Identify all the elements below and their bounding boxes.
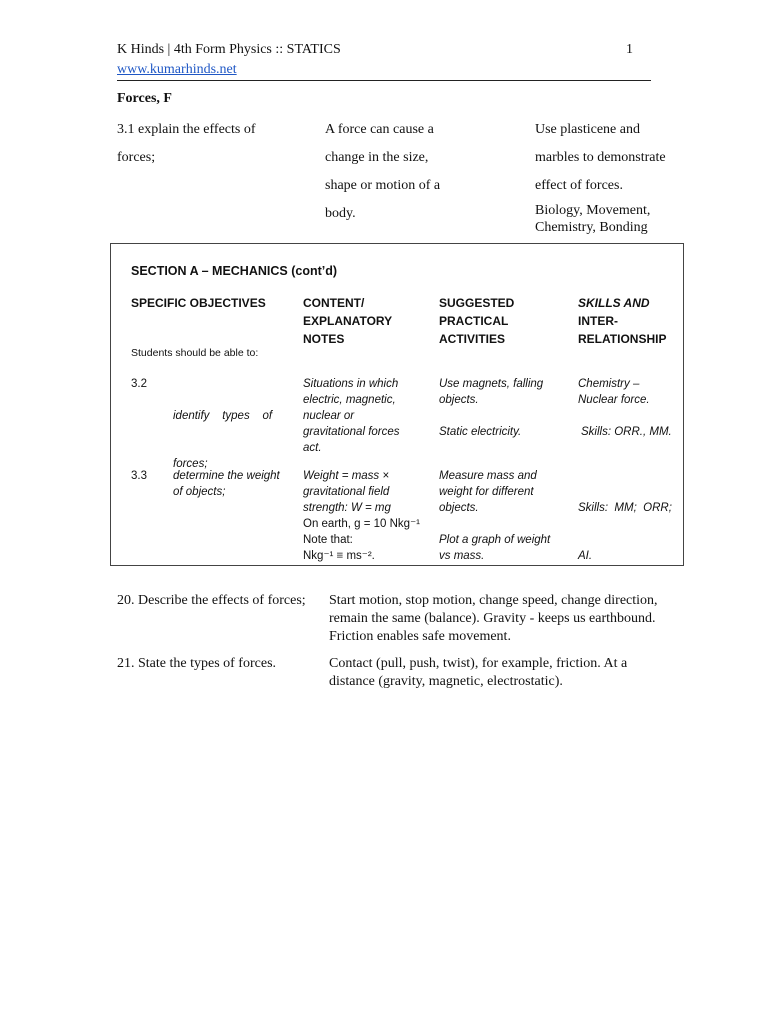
- header-skills: [578, 294, 666, 348]
- website-link[interactable]: www.kumarhinds.net: [117, 62, 237, 77]
- intro-objective: [117, 116, 307, 172]
- row-activities-extra: [439, 532, 550, 564]
- question-21: 21. State the types of forces.: [117, 656, 277, 671]
- row-content-line: electric, magnetic,: [303, 394, 396, 406]
- row-number: 3.3: [131, 470, 147, 482]
- header-skills-line: RELATIONSHIP: [578, 332, 667, 346]
- row-objective-line: of objects;: [173, 486, 226, 498]
- row-objective-line: identify types of: [173, 410, 273, 422]
- header-content-line: CONTENT/: [303, 296, 365, 310]
- intro-content-line: A force can cause a: [325, 122, 434, 137]
- header-activities-line: PRACTICAL: [439, 314, 509, 328]
- intro-content-line: change in the size,: [325, 150, 429, 165]
- header-content-line: NOTES: [303, 332, 345, 346]
- page-number: 1: [626, 42, 633, 57]
- intro-activities-line: effect of forces.: [535, 178, 623, 193]
- row-content: [303, 376, 400, 456]
- header-content: [303, 294, 392, 348]
- intro-content: [325, 116, 515, 228]
- row-content-line: Weight = mass ×: [303, 470, 390, 482]
- syllabus-section-title: SECTION A – MECHANICS (cont’d): [131, 264, 338, 278]
- row-content: [303, 468, 420, 564]
- row-activities-line: objects.: [439, 394, 479, 406]
- row-content-line: Situations in which: [303, 378, 399, 390]
- row-objective-line: determine the weight: [173, 470, 280, 482]
- students-note: Students should be able to:: [131, 347, 259, 359]
- intro-skills: Biology, Movement, Chemistry, Bonding: [535, 203, 651, 235]
- row-skills-extra: Skills: ORR., MM.: [581, 426, 672, 438]
- header-activities-line: SUGGESTED: [439, 296, 515, 310]
- intro-content-line: shape or motion of a: [325, 178, 441, 193]
- row-activities: [439, 376, 543, 408]
- section-title: Forces, F: [117, 91, 172, 106]
- row-activities-line: vs mass.: [439, 550, 485, 562]
- row-objective-line: forces;: [173, 458, 208, 470]
- row-skills-line: AI.: [578, 550, 593, 562]
- row-content-line: gravitational forces: [303, 426, 400, 438]
- row-skills-line: Chemistry –: [578, 378, 640, 390]
- row-content-line: strength: W = mg: [303, 502, 391, 514]
- row-activities-line: weight for different: [439, 486, 534, 498]
- syllabus-excerpt: [110, 243, 684, 566]
- row-activities-line: Measure mass and: [439, 470, 537, 482]
- row-activities-line: objects.: [439, 502, 479, 514]
- intro-objective-line: forces;: [117, 150, 156, 165]
- header-activities: [439, 294, 514, 348]
- row-skills: [578, 468, 672, 596]
- row-objective: [173, 468, 293, 500]
- intro-content-line: body.: [325, 206, 356, 221]
- row-content-line: Note that:: [303, 534, 353, 546]
- row-activities-line: Plot a graph of weight: [439, 534, 551, 546]
- row-content-line: gravitational field: [303, 486, 390, 498]
- answer-20: Start motion, stop motion, change speed, change direction, remain the same (balance). Gravity - keeps us earthbound. Friction enables safe movement.: [329, 593, 658, 644]
- row-activities-line: Use magnets, falling: [439, 378, 544, 390]
- row-content-line: nuclear or: [303, 410, 355, 422]
- header-skills-line: INTER-: [578, 314, 618, 328]
- header-content-line: EXPLANATORY: [303, 314, 393, 328]
- intro-activities: [535, 116, 705, 200]
- row-number: 3.2: [131, 378, 147, 390]
- intro-activities-line: Use plasticene and: [535, 122, 640, 137]
- row-skills-line: Nuclear force.: [578, 394, 650, 406]
- row-activities: [439, 468, 537, 516]
- row-content-line: On earth, g = 10 Nkg⁻¹: [303, 518, 420, 530]
- question-20: 20. Describe the effects of forces;: [117, 593, 306, 608]
- row-content-line: Nkg⁻¹ ≡ ms⁻².: [303, 550, 375, 562]
- row-skills: [578, 376, 650, 408]
- header-objectives: SPECIFIC OBJECTIVES: [131, 296, 266, 310]
- header-skills-line: SKILLS AND: [578, 296, 650, 310]
- intro-objective-line: 3.1 explain the effects of: [117, 122, 256, 137]
- row-skills-line: Skills: MM; ORR;: [578, 502, 672, 514]
- header-activities-line: ACTIVITIES: [439, 332, 506, 346]
- intro-activities-line: marbles to demonstrate: [535, 150, 666, 165]
- header-divider: [117, 80, 651, 81]
- answer-21: Contact (pull, push, twist), for example, friction. At a distance (gravity, magnetic, electrostatic).: [329, 656, 628, 689]
- header-title: K Hinds | 4th Form Physics :: STATICS: [117, 42, 341, 57]
- row-activities-extra: Static electricity.: [439, 426, 522, 438]
- row-content-line: act.: [303, 442, 322, 454]
